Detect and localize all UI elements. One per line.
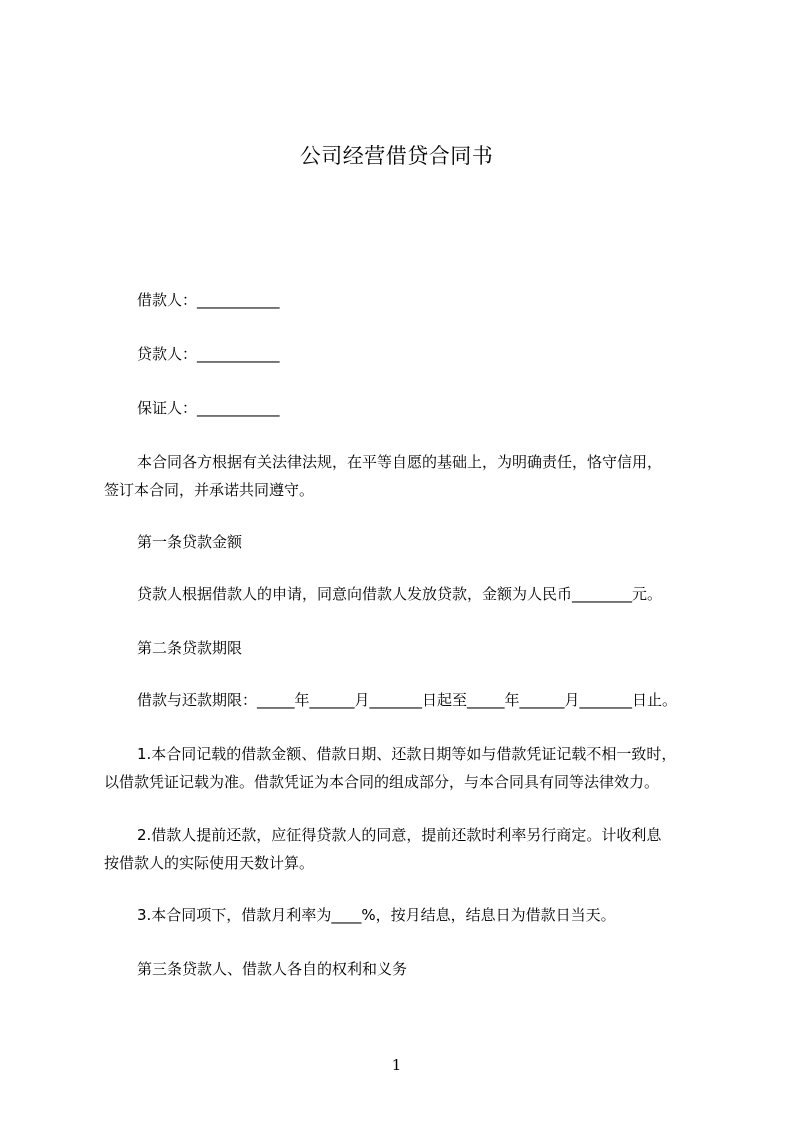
preamble-line-2: 签订本合同，并承诺共同遵守。 [104,481,315,499]
lender-field: 贷款人：___________ [137,345,280,363]
clause-3-line: 3.本合同项下，借款月利率为____%，按月结息，结息日为借款日当天。 [137,906,616,924]
article-1-heading: 第一条贷款金额 [137,533,243,551]
clause-1-line-2: 以借款凭证记载为准。借款凭证为本合同的组成部分，与本合同具有同等法律效力。 [104,773,660,791]
guarantor-field: 保证人：___________ [137,399,280,417]
clause-1-line-1: 1.本合同记载的借款金额、借款日期、还款日期等如与借款凭证记载不相一致时， [137,745,677,763]
page-number: 1 [391,1056,402,1074]
loan-term-line: 借款与还款期限：_____年______月_______日起至_____年______月_______日止。 [137,691,678,709]
page-title: 公司经营借贷合同书 [299,144,494,168]
preamble-line-1: 本合同各方根据有关法律法规，在平等自愿的基础上，为明确责任，恪守信用， [137,453,663,471]
article-2-heading: 第二条贷款期限 [137,639,243,657]
clause-2-line-2: 按借款人的实际使用天数计算。 [104,854,315,872]
clause-2-line-1: 2.借款人提前还款，应征得贷款人的同意，提前还款时利率另行商定。计收利息 [137,826,662,844]
article-1-body: 贷款人根据借款人的申请，同意向借款人发放贷款，金额为人民币________元。 [137,585,663,603]
article-3-heading: 第三条贷款人、借款人各自的权利和义务 [137,960,408,978]
borrower-field: 借款人：___________ [137,291,280,309]
